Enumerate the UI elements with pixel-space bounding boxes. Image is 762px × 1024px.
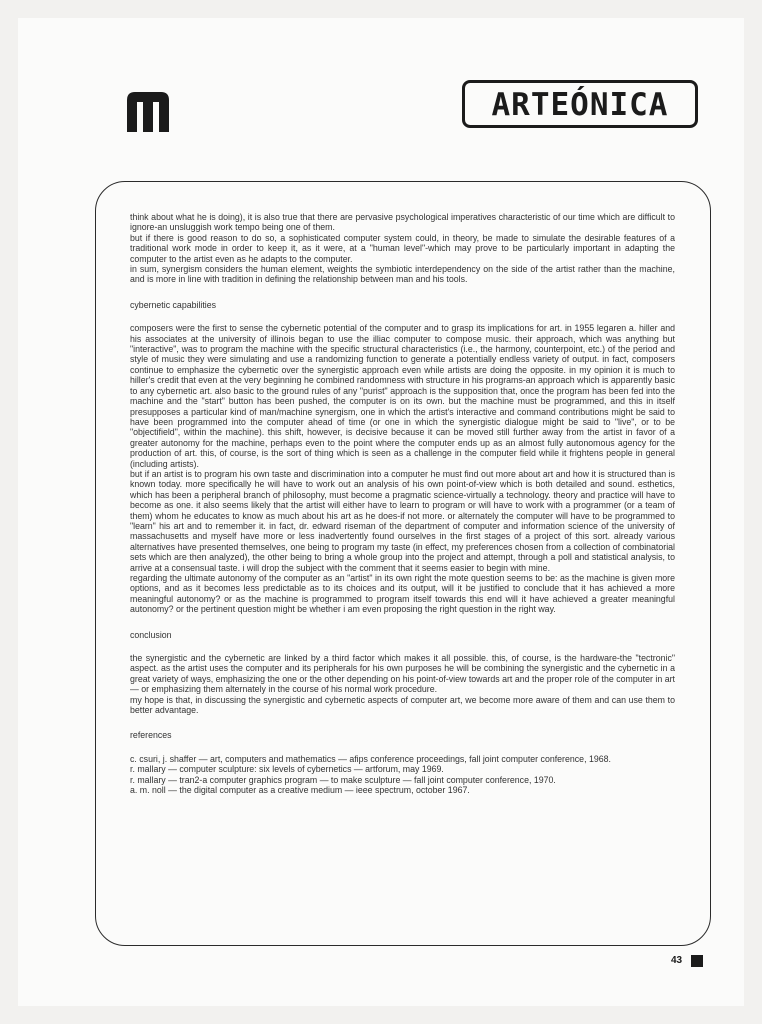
- intro-paragraph: think about what he is doing), it is also true that there are pervasive psychological imperatives characteristic of our time which are difficult to ignore-an unsluggish work tempo being one of them.: [130, 212, 675, 233]
- cybernetic-paragraph: but if an artist is to program his own taste and discrimination into a computer he must find out more about art and how it is structured than is known today. more specifically he will have to work out an analysis of his own point-of-view which is both detailed and sound. esthetics, which has been a peripheral branch of philosophy, must become a pragmatic science-virtually a technology. theory and practice will have to become as one. it also seems likely that the artist will either have to learn to program or will have to work with a programmer (or a team of them) whom he educates to know as much about his art as he does-if not more. or alternately the computer will have to be programmed to "learn" his art and to remember it. in fact, dr. edward riseman of the department of computer and information science of the university of massachusetts and myself have more or less inadvertently found ourselves in the first stages of a project of this sort. already various alternatives have presented themselves, one being to program my taste (in effect, my preferences chosen from a collection of combinatorial sets which are then analyzed), the other being to bring a whole group into the project and attempt, through a poll and statistical analysis, to arrive at a consensual taste. i will drop the subject with the comment that it seems easier to begin with mine.: [130, 468, 675, 573]
- reference-item: r. mallary — computer sculpture: six levels of cybernetics — artforum, may 1969.: [130, 764, 444, 775]
- page-number: 43: [671, 955, 683, 966]
- section-heading-cybernetic: cybernetic capabilities: [130, 299, 217, 310]
- reference-item: c. csuri, j. shaffer — art, computers and mathematics — afips conference proceedings, fall joint computer conference, 1968.: [130, 753, 611, 764]
- intro-paragraph: in sum, synergism considers the human element, weights the symbiotic interdependency on the side of the artist rather than the machine, and is more in line with tradition in defining the relationship between man and his tools.: [130, 264, 675, 285]
- intro-paragraph: but if there is good reason to do so, a sophisticated computer system could, in theory, be made to simulate the desirable features of a traditional work mode in order to keep it, as it were, at a "human level"-which may prove to be particularly important in adapting the computer to the artist even as he adapts to the computer.: [130, 232, 675, 264]
- page-marker-square-icon: [691, 955, 703, 967]
- m-block-logo-icon: [127, 92, 169, 132]
- section-heading-conclusion: conclusion: [130, 629, 172, 640]
- cybernetic-paragraph: composers were the first to sense the cybernetic potential of the computer and to grasp its implications for art. in 1955 legaren a. hiller and his associates at the university of illinois began to use the illiac computer to compose music. their approach, which was anything but "interactive", was to program the machine with the specific structural characteristics (i.e., the harmony, counterpoint, etc.) of the period and style of music they were simulating and use a randomizing function to generate a potentially endless variety of output. in fact, composers continue to emphasize the cybernetic over the synergistic approach even while artists are doing the opposite. in my opinion it is much to hiller's credit that even at the very beginning he combined randomness with structure in his programs-an approach which is apparently basic to any cybernetic art. also basic to the ground rules of any "purist" approach is the supposition that, once the program has been fed into the machine and the "start" button has been pushed, the computer is on its own. but the machine must be programmed, and this in itself presupposes a particular kind of man/machine synergism, one in which the artist's interactive and command contributions might be said to have been programmed into the computer ahead of time (or one in which the synergistic dialogue might be said to "live", or to be "objectifield", within the machine). this shift, however, is decisive because it can be moved still further away from the artist in favor of a greater autonomy for the machine, perhaps even to the point where the computer ends up as an almost fully autonomous agency for the production of art. this, of course, is the sort of thing which is seen as a challenge in the computer field while it frightens people in general (including artists).: [130, 323, 675, 469]
- reference-item: a. m. noll — the digital computer as a creative medium — ieee spectrum, october 1967.: [130, 785, 470, 796]
- conclusion-paragraph: the synergistic and the cybernetic are linked by a third factor which makes it all possible. this, of course, is the hardware-the "tectronic" aspect. as the artist uses the computer and its peripherals for his own purposes he will be combining the synergistic and the cybernetic in a great variety of ways, emphasizing the one or the other depending on his point-of-view towards art and the proper role of the computer in art — or emphasizing them alternately in the course of his normal work procedure.: [130, 653, 675, 695]
- masthead-title: ARTEÓNICA: [491, 87, 669, 123]
- reference-item: r. mallary — tran2-a computer graphics program — to make sculpture — fall joint computer conference, 1970.: [130, 774, 556, 785]
- cybernetic-paragraph: regarding the ultimate autonomy of the computer as an "artist" in its own right the mote question seems to be: as the machine is given more options, and as it becomes less predictable as to its choices and its output, will it be justified to conclude that it has achieved a more meaningful autonomy? or as the machine is programmed to program itself towards this end will it have achieved a greater meaningful autonomy? or the pertinent question might be whether i am even proposing the right question in the right way.: [130, 573, 675, 615]
- section-heading-references: references: [130, 730, 172, 741]
- arteonica-masthead: [462, 80, 698, 128]
- conclusion-paragraph: my hope is that, in discussing the synergistic and cybernetic aspects of computer art, we become more aware of them and can use them to better advantage.: [130, 694, 675, 716]
- article-body: [130, 212, 675, 796]
